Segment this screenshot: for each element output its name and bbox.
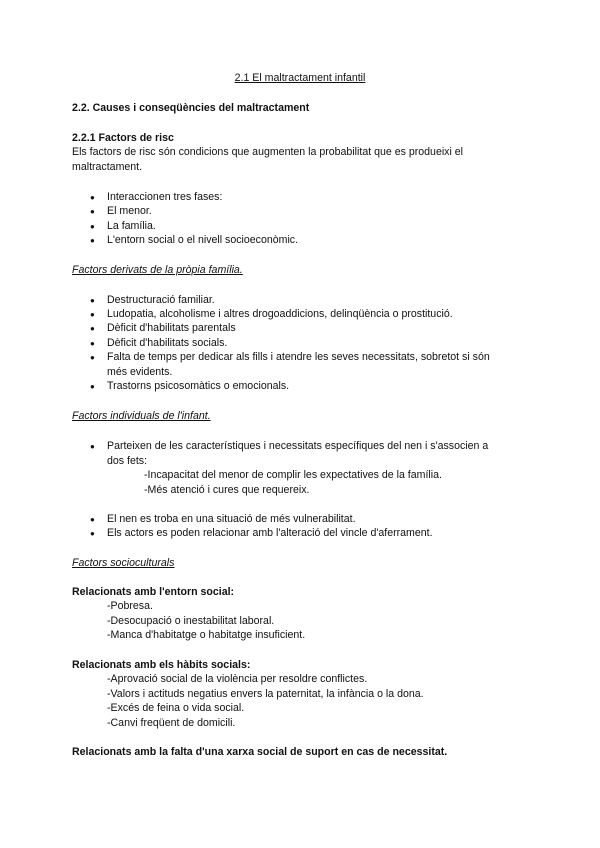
closing-heading: Relacionats amb la falta d'una xarxa social de suport en cas de necessitat. bbox=[72, 746, 448, 758]
list-item: Parteixen de les característiques i necessitats específiques del nen i s'associen a bbox=[107, 440, 489, 452]
sub-item: -Incapacitat del menor de complir les expectatives de la família. bbox=[144, 469, 442, 481]
sociocultural-factors-heading: Factors socioculturals bbox=[72, 557, 175, 569]
sub-item: -Desocupació o inestabilitat laboral. bbox=[107, 615, 275, 627]
list-item: El nen es troba en una situació de més vulnerabilitat. bbox=[107, 513, 356, 525]
bullet-icon: ● bbox=[90, 324, 95, 333]
list-item: Interaccionen tres fases: bbox=[107, 191, 223, 203]
bullet-icon: ● bbox=[90, 222, 95, 231]
bullet-icon: ● bbox=[90, 339, 95, 348]
social-habits-heading: Relacionats amb els hàbits socials: bbox=[72, 659, 251, 671]
list-item: Destructuració familiar. bbox=[107, 294, 215, 306]
bullet-icon: ● bbox=[90, 442, 95, 451]
bullet-icon: ● bbox=[90, 207, 95, 216]
sub-item: -Manca d'habitatge o habitatge insuficient. bbox=[107, 629, 306, 641]
bullet-icon: ● bbox=[90, 296, 95, 305]
list-item: Dèficit d'habilitats socials. bbox=[107, 337, 228, 349]
subsection-heading: 2.2.1 Factors de risc bbox=[72, 132, 174, 144]
sub-item: -Aprovació social de la violència per resoldre conflictes. bbox=[107, 673, 368, 685]
bullet-icon: ● bbox=[90, 236, 95, 245]
page-title: 2.1 El maltractament infantil bbox=[234, 72, 366, 84]
intro-line-2: maltractament. bbox=[72, 161, 143, 173]
sub-item: -Excés de feina o vida social. bbox=[107, 702, 245, 714]
list-item: Trastorns psicosomàtics o emocionals. bbox=[107, 380, 290, 392]
sub-item: -Més atenció i cures que requereix. bbox=[144, 484, 310, 496]
family-factors-heading: Factors derivats de la pròpia família. bbox=[72, 264, 243, 276]
list-item: Els actors es poden relacionar amb l'alteració del vincle d'aferrament. bbox=[107, 527, 433, 539]
list-item: Ludopatia, alcoholisme i altres drogoaddicions, delinqüència o prostitució. bbox=[107, 308, 453, 320]
bullet-icon: ● bbox=[90, 193, 95, 202]
individual-factors-heading: Factors individuals de l'infant. bbox=[72, 410, 211, 422]
bullet-icon: ● bbox=[90, 353, 95, 362]
list-item-continuation: dos fets: bbox=[107, 455, 148, 467]
list-item: La família. bbox=[107, 220, 156, 232]
social-environment-heading: Relacionats amb l'entorn social: bbox=[72, 586, 235, 598]
list-item: Dèficit d'habilitats parentals bbox=[107, 322, 236, 334]
sub-item: -Valors i actituds negatius envers la paternitat, la infància o la dona. bbox=[107, 688, 424, 700]
sub-item: -Pobresa. bbox=[107, 600, 153, 612]
bullet-icon: ● bbox=[90, 310, 95, 319]
bullet-icon: ● bbox=[90, 515, 95, 524]
sub-item: -Canvi freqüent de domicili. bbox=[107, 717, 236, 729]
list-item: Falta de temps per dedicar als fills i atendre les seves necessitats, sobretot si són bbox=[107, 351, 490, 363]
list-item: L'entorn social o el nivell socioeconòmic. bbox=[107, 234, 299, 246]
intro-line-1: Els factors de risc són condicions que augmenten la probabilitat que es produeixi el bbox=[72, 146, 464, 158]
bullet-icon: ● bbox=[90, 529, 95, 538]
list-item-continuation: més evidents. bbox=[107, 366, 173, 378]
bullet-icon: ● bbox=[90, 382, 95, 391]
list-item: El menor. bbox=[107, 205, 152, 217]
section-heading: 2.2. Causes i conseqüències del maltractament bbox=[72, 102, 310, 114]
